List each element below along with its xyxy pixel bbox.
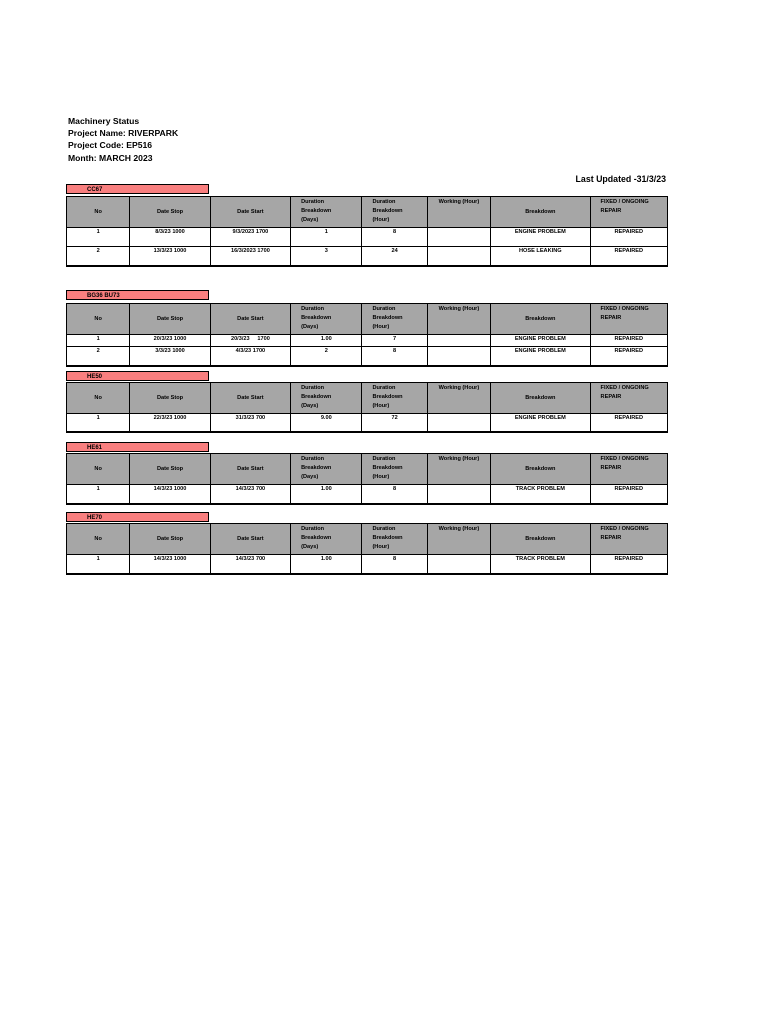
cell-working bbox=[427, 228, 490, 247]
col-duration-days bbox=[291, 304, 362, 335]
project-name: Project Name: RIVERPARK bbox=[68, 128, 179, 139]
header-label: Duration bbox=[301, 306, 325, 312]
machine-table bbox=[66, 453, 668, 505]
cell-date-start: 31/3/23 700 bbox=[210, 414, 290, 432]
header-label: Breakdown bbox=[301, 535, 332, 541]
col-date-start bbox=[210, 197, 290, 228]
header-label: No bbox=[94, 209, 102, 215]
col-working-hour bbox=[427, 197, 490, 228]
cell-status: REPAIRED bbox=[590, 247, 667, 266]
machine-table bbox=[66, 196, 668, 267]
cell-no: 1 bbox=[67, 414, 130, 432]
report-header bbox=[68, 115, 178, 164]
cell-date-stop: 20/3/23 1000 bbox=[130, 335, 210, 347]
col-duration-hour bbox=[362, 304, 427, 335]
cell-working bbox=[427, 347, 490, 366]
table-header-row bbox=[67, 524, 668, 555]
cell-date-start: 4/3/23 1700 bbox=[210, 347, 290, 366]
col-duration-hour bbox=[362, 197, 427, 228]
header-label: Breakdown bbox=[301, 208, 332, 214]
table-row bbox=[67, 247, 668, 266]
header-label: Breakdown bbox=[525, 209, 556, 215]
col-working-hour bbox=[427, 383, 490, 414]
cell-status: REPAIRED bbox=[590, 414, 667, 432]
cell-date-start: 9/3/2023 1700 bbox=[210, 228, 290, 247]
cell-status: REPAIRED bbox=[590, 555, 667, 574]
cell-hours: 72 bbox=[362, 414, 427, 432]
col-fixed-ongoing bbox=[590, 383, 667, 414]
header-label: (Days) bbox=[301, 403, 319, 409]
header-label: Date Start bbox=[237, 395, 264, 401]
table-header-row bbox=[67, 383, 668, 414]
col-fixed-ongoing bbox=[590, 304, 667, 335]
col-no bbox=[67, 454, 130, 485]
header-label: (Hour) bbox=[372, 217, 390, 223]
header-label: Duration bbox=[301, 199, 325, 205]
col-working-hour bbox=[427, 524, 490, 555]
cell-date-stop: 14/3/23 1000 bbox=[130, 555, 210, 574]
cell-working bbox=[427, 414, 490, 432]
col-date-stop bbox=[130, 383, 210, 414]
col-date-start bbox=[210, 454, 290, 485]
cell-no: 1 bbox=[67, 335, 130, 347]
col-fixed-ongoing bbox=[590, 454, 667, 485]
header-label: Duration bbox=[372, 199, 396, 205]
header-label: Breakdown bbox=[301, 315, 332, 321]
col-date-stop bbox=[130, 454, 210, 485]
header-label: No bbox=[94, 316, 102, 322]
header-label: REPAIR bbox=[600, 394, 622, 400]
col-date-start bbox=[210, 524, 290, 555]
header-label: Duration bbox=[372, 456, 396, 462]
col-date-start bbox=[210, 383, 290, 414]
header-label: Duration bbox=[372, 526, 396, 532]
col-breakdown bbox=[491, 197, 590, 228]
cell-status: REPAIRED bbox=[590, 347, 667, 366]
cell-date-start: 14/3/23 700 bbox=[210, 555, 290, 574]
table-row bbox=[67, 485, 668, 504]
col-working-hour bbox=[427, 454, 490, 485]
header-label: (Days) bbox=[301, 474, 319, 480]
cell-no: 1 bbox=[67, 485, 130, 504]
last-updated: Last Updated -31/3/23 bbox=[575, 174, 666, 184]
header-label: Date Stop bbox=[156, 316, 184, 322]
col-breakdown bbox=[491, 304, 590, 335]
header-label: FIXED / ONGOING bbox=[600, 385, 649, 391]
cell-days: 1.00 bbox=[291, 555, 362, 574]
header-label: Duration bbox=[301, 385, 325, 391]
header-label: Working (Hour) bbox=[438, 456, 480, 462]
cell-hours: 8 bbox=[362, 347, 427, 366]
header-label: No bbox=[94, 466, 102, 472]
header-label: Working (Hour) bbox=[438, 199, 480, 205]
table-row bbox=[67, 414, 668, 432]
header-label: Duration bbox=[372, 306, 396, 312]
machine-table bbox=[66, 303, 668, 367]
header-label: (Hour) bbox=[372, 544, 390, 550]
cell-hours: 8 bbox=[362, 555, 427, 574]
header-label: Date Stop bbox=[156, 209, 184, 215]
col-fixed-ongoing bbox=[590, 197, 667, 228]
col-breakdown bbox=[491, 524, 590, 555]
col-date-start bbox=[210, 304, 290, 335]
header-label: Duration bbox=[301, 526, 325, 532]
header-label: (Days) bbox=[301, 324, 319, 330]
cell-hours: 7 bbox=[362, 335, 427, 347]
machine-table bbox=[66, 382, 668, 433]
header-label: FIXED / ONGOING bbox=[600, 199, 649, 205]
machine-tag: CC67 bbox=[66, 184, 209, 194]
header-label: Breakdown bbox=[372, 465, 403, 471]
table-header-row bbox=[67, 197, 668, 228]
col-fixed-ongoing bbox=[590, 524, 667, 555]
col-no bbox=[67, 383, 130, 414]
header-label: Duration bbox=[301, 456, 325, 462]
col-no bbox=[67, 524, 130, 555]
machine-table bbox=[66, 523, 668, 575]
cell-no: 1 bbox=[67, 228, 130, 247]
col-duration-days bbox=[291, 454, 362, 485]
cell-date-stop: 13/3/23 1000 bbox=[130, 247, 210, 266]
cell-working bbox=[427, 555, 490, 574]
machine-tag: BG36 BU73 bbox=[66, 290, 209, 300]
cell-date-stop: 3/3/23 1000 bbox=[130, 347, 210, 366]
cell-days: 3 bbox=[291, 247, 362, 266]
col-date-stop bbox=[130, 524, 210, 555]
cell-status: REPAIRED bbox=[590, 335, 667, 347]
cell-status: REPAIRED bbox=[590, 485, 667, 504]
header-label: Breakdown bbox=[525, 466, 556, 472]
header-label: REPAIR bbox=[600, 208, 622, 214]
table-row bbox=[67, 335, 668, 347]
header-label: Breakdown bbox=[525, 316, 556, 322]
col-no bbox=[67, 197, 130, 228]
header-label: No bbox=[94, 395, 102, 401]
header-label: Date Stop bbox=[156, 395, 184, 401]
cell-hours: 24 bbox=[362, 247, 427, 266]
header-label: Breakdown bbox=[301, 465, 332, 471]
cell-breakdown: TRACK PROBLEM bbox=[491, 485, 590, 504]
col-working-hour bbox=[427, 304, 490, 335]
header-label: Working (Hour) bbox=[438, 526, 480, 532]
cell-breakdown: ENGINE PROBLEM bbox=[491, 347, 590, 366]
cell-no: 1 bbox=[67, 555, 130, 574]
header-label: Date Stop bbox=[156, 466, 184, 472]
col-duration-days bbox=[291, 524, 362, 555]
header-label: Working (Hour) bbox=[438, 385, 480, 391]
cell-breakdown: TRACK PROBLEM bbox=[491, 555, 590, 574]
header-label: Duration bbox=[372, 385, 396, 391]
cell-days: 9.00 bbox=[291, 414, 362, 432]
header-label: Breakdown bbox=[301, 394, 332, 400]
header-label: (Days) bbox=[301, 217, 319, 223]
header-label: FIXED / ONGOING bbox=[600, 306, 649, 312]
report-month: Month: MARCH 2023 bbox=[68, 152, 153, 163]
cell-breakdown: ENGINE PROBLEM bbox=[491, 414, 590, 432]
cell-days: 1 bbox=[291, 228, 362, 247]
col-no bbox=[67, 304, 130, 335]
machine-tag: HE50 bbox=[66, 371, 209, 381]
col-date-stop bbox=[130, 304, 210, 335]
header-label: No bbox=[94, 536, 102, 542]
cell-hours: 8 bbox=[362, 485, 427, 504]
cell-working bbox=[427, 485, 490, 504]
cell-date-stop: 8/3/23 1000 bbox=[130, 228, 210, 247]
cell-days: 1.00 bbox=[291, 335, 362, 347]
header-label: REPAIR bbox=[600, 465, 622, 471]
col-duration-hour bbox=[362, 454, 427, 485]
col-duration-hour bbox=[362, 383, 427, 414]
cell-date-stop: 14/3/23 1000 bbox=[130, 485, 210, 504]
header-label: REPAIR bbox=[600, 315, 622, 321]
header-label: Date Stop bbox=[156, 536, 184, 542]
report-title: Machinery Status bbox=[68, 116, 140, 126]
table-row bbox=[67, 347, 668, 366]
cell-breakdown: HOSE LEAKING bbox=[491, 247, 590, 266]
header-label: (Hour) bbox=[372, 474, 390, 480]
col-breakdown bbox=[491, 383, 590, 414]
table-row bbox=[67, 228, 668, 247]
cell-working bbox=[427, 247, 490, 266]
header-label: FIXED / ONGOING bbox=[600, 456, 649, 462]
table-row bbox=[67, 555, 668, 574]
cell-date-stop: 22/3/23 1000 bbox=[130, 414, 210, 432]
col-duration-days bbox=[291, 197, 362, 228]
cell-breakdown: ENGINE PROBLEM bbox=[491, 335, 590, 347]
cell-hours: 8 bbox=[362, 228, 427, 247]
col-date-stop bbox=[130, 197, 210, 228]
header-label: Breakdown bbox=[372, 315, 403, 321]
cell-no: 2 bbox=[67, 247, 130, 266]
header-label: Breakdown bbox=[525, 536, 556, 542]
machine-tag: HE70 bbox=[66, 512, 209, 522]
header-label: Breakdown bbox=[372, 394, 403, 400]
header-label: REPAIR bbox=[600, 535, 622, 541]
col-duration-days bbox=[291, 383, 362, 414]
header-label: Date Start bbox=[237, 209, 264, 215]
header-label: Breakdown bbox=[372, 208, 403, 214]
machine-tag: HE61 bbox=[66, 442, 209, 452]
header-label: (Hour) bbox=[372, 324, 390, 330]
cell-days: 1.00 bbox=[291, 485, 362, 504]
cell-date-start: 16/3/2023 1700 bbox=[210, 247, 290, 266]
cell-no: 2 bbox=[67, 347, 130, 366]
col-duration-hour bbox=[362, 524, 427, 555]
cell-days: 2 bbox=[291, 347, 362, 366]
header-label: (Hour) bbox=[372, 403, 390, 409]
cell-working bbox=[427, 335, 490, 347]
header-label: Date Start bbox=[237, 466, 264, 472]
cell-date-start: 14/3/23 700 bbox=[210, 485, 290, 504]
header-label: Working (Hour) bbox=[438, 306, 480, 312]
header-label: (Days) bbox=[301, 544, 319, 550]
project-code: Project Code: EP516 bbox=[68, 140, 153, 151]
cell-date-start: 20/3/23 1700 bbox=[210, 335, 290, 347]
table-header-row bbox=[67, 304, 668, 335]
header-label: Date Start bbox=[237, 536, 264, 542]
col-breakdown bbox=[491, 454, 590, 485]
header-label: Breakdown bbox=[372, 535, 403, 541]
table-header-row bbox=[67, 454, 668, 485]
header-label: FIXED / ONGOING bbox=[600, 526, 649, 532]
header-label: Date Start bbox=[237, 316, 264, 322]
cell-status: REPAIRED bbox=[590, 228, 667, 247]
header-label: Breakdown bbox=[525, 395, 556, 401]
cell-breakdown: ENGINE PROBLEM bbox=[491, 228, 590, 247]
